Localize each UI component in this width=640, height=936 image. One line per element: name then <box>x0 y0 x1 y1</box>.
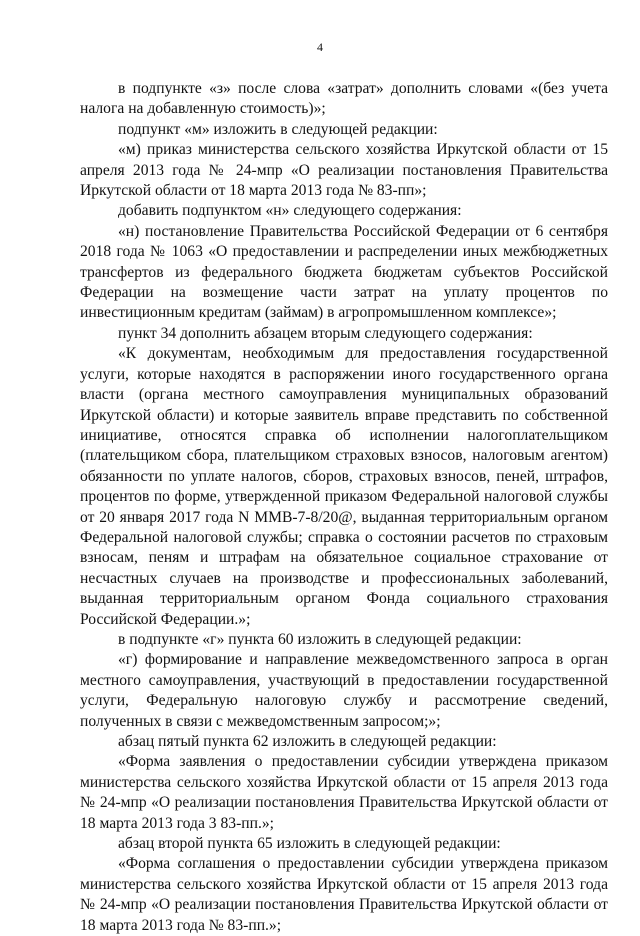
paragraph-item-60-intro: в подпункте «г» пункта 60 изложить в следующей редакции: <box>118 630 522 648</box>
paragraph-subitem-n-text: «н) постановление Правительства Российской Федерации от 6 сентября 2018 года № 1063 «О предоставлении и распределении иных межбюджетных трансфертов из федерального бюджета бюджетам субъектов Российской Федерации на возмещение части затрат на уплату процентов по инвестиционным кредитам (займам) в агропромышленном комплексе»; <box>80 222 608 322</box>
paragraph-subitem-m-text: «м) приказ министерства сельского хозяйства Иркутской области от 15 апреля 2013 года № 24-мпр «О реализации постановления Правительства Иркутской области от 18 марта 2013 года № 83-пп»; <box>80 141 608 200</box>
page-number: 4 <box>317 40 323 54</box>
paragraph-add-subitem-n-intro: добавить подпунктом «н» следующего содержания: <box>118 202 462 220</box>
paragraph-item-34-text: «К документам, необходимым для предоставления государственной услуги, которые находятся в распоряжении иного государственного органа власти (органа местного самоуправления муниципальных образований Иркутской области) и которые заявитель вправе представить по собственной инициативе, относятся справка об исполнении налогоплательщиком (плательщиком сбора, плательщиком страховых взносов, налоговым агентом) обязанности по уплате налогов, сборов, страховых взносов, пеней, штрафов, процентов по форме, утвержденной приказом Федеральной налоговой службы от 20 января 2017 года N ММВ-7-8/20@, выданная территориальным органом Федеральной налоговой службы; справка о состоянии расчетов по страховым взносам, пеням и штрафам на обязательное социальное страхование от несчастных случаев на производстве и профессиональных заболеваний, выданная территориальным органом Фонда социального страхования Российской Федерации.»; <box>80 345 608 628</box>
paragraph-item-34-intro: пункт 34 дополнить абзацем вторым следующего содержания: <box>118 324 533 342</box>
paragraph-item-62-text: «Форма заявления о предоставлении субсидии утверждена приказом министерства сельского хозяйства Иркутской области от 15 апреля 2013 года № 24-мпр «О реализации постановления Правительства Иркутской области от 18 марта 2013 года 3 83-пп.»; <box>80 753 608 832</box>
document-body <box>80 79 608 936</box>
paragraph-item-62-intro: абзац пятый пункта 62 изложить в следующей редакции: <box>118 733 497 750</box>
paragraph-item-60-text: «г) формирование и направление межведомственного запроса в орган местного самоуправления, участвующий в предоставлении государственной услуги, Федеральную налоговую службу и рассмотрение сведений, полученных в связи с межведомственным запросом;»; <box>80 651 608 730</box>
paragraph-item-65-intro: абзац второй пункта 65 изложить в следующей редакции: <box>118 835 501 853</box>
paragraph-item-65-text: «Форма соглашения о предоставлении субсидии утверждена приказом министерства сельского хозяйства Иркутской области от 15 апреля 2013 года № 24-мпр «О реализации постановления Правительства Иркутской области от 18 марта 2013 года № 83-пп.»; <box>80 855 608 934</box>
paragraph-amend-subitem-z: в подпункте «з» после слова «затрат» дополнить словами «(без учета налога на добавленную стоимость)»; <box>80 80 608 118</box>
paragraph-subitem-m-intro: подпункт «м» изложить в следующей редакции: <box>118 120 438 138</box>
